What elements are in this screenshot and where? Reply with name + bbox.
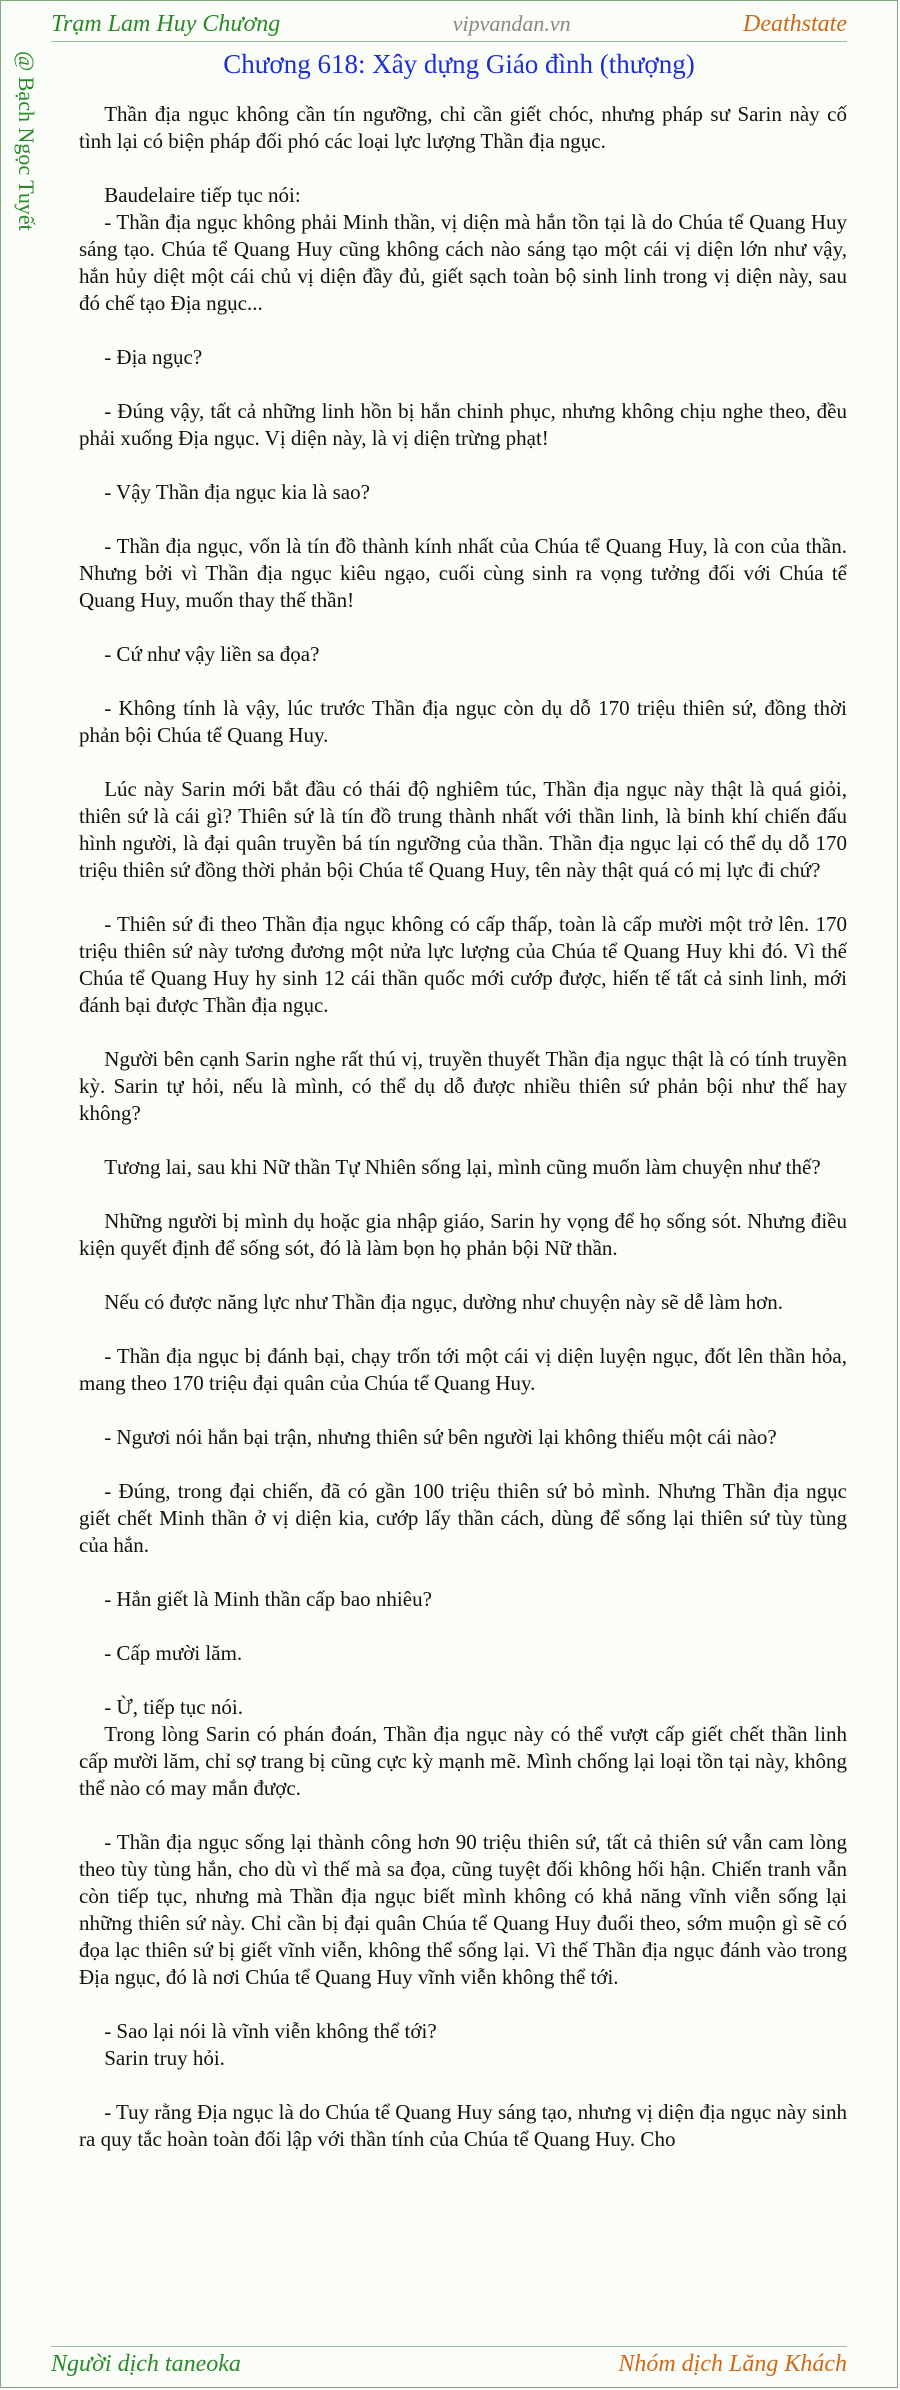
- paragraph: - Tuy rằng Địa ngục là do Chúa tể Quang Huy sáng tạo, nhưng vị diện địa ngục này sinh ra quy tắc hoàn toàn đối lập với thần tính của Chúa tể Quang Huy. Cho: [79, 2100, 847, 2151]
- paragraph: - Ngươi nói hắn bại trận, nhưng thiên sứ bên người lại không thiếu một cái nào?: [104, 1425, 777, 1449]
- paragraph: - Thần địa ngục không phải Minh thần, vị diện mà hắn tồn tại là do Chúa tể Quang Huy sáng tạo. Chúa tể Quang Huy cũng không cách nào sáng tạo một cái vị diện lớn như vậy, hắn hủy diệt một cái chủ vị diện đầy đủ, giết sạch toàn bộ sinh linh trong vị diện này, sau đó chế tạo Địa ngục...: [79, 210, 847, 315]
- paragraph: - Thần địa ngục sống lại thành công hơn 90 triệu thiên sứ, tất cả thiên sứ vẫn cam lòng theo tùy tùng hắn, cho dù vì thế mà sa đọa, cũng tuyệt đối không hối hận. Chiến tranh vẫn còn tiếp tục, nhưng mà Thần địa ngục biết mình không có khả năng vĩnh viễn sống lại những thiên sứ này. Chỉ cần bị đại quân Chúa tể Quang Huy đuổi theo, sớm muộn gì sẽ có đọa lạc thiên sứ bị giết vĩnh viễn, không thể sống lại. Vì thế Thần địa ngục đánh vào trong Địa ngục, đó là nơi Chúa tể Quang Huy vĩnh viễn không thể tới.: [79, 1830, 847, 1989]
- paragraph: - Cứ như vậy liền sa đọa?: [104, 642, 320, 666]
- paragraph: Những người bị mình dụ hoặc gia nhập giáo, Sarin hy vọng để họ sống sót. Nhưng điều kiện quyết định để sống sót, đó là làm bọn họ phản bội Nữ thần.: [79, 1209, 847, 1260]
- footer-translation-group: Nhóm dịch Lăng Khách: [618, 2350, 847, 2377]
- paragraph: - Ừ, tiếp tục nói.: [104, 1695, 243, 1719]
- paragraph: - Hắn giết là Minh thần cấp bao nhiêu?: [104, 1587, 432, 1611]
- paragraph: Lúc này Sarin mới bắt đầu có thái độ nghiêm túc, Thần địa ngục này thật là quá giỏi, thiên sứ là cái gì? Thiên sứ là tín đồ trung thành nhất với thần linh, là binh khí chiến đấu hình người, là đại quân truyền bá tín ngưỡng của thần. Thần địa ngục lại có thể dụ dỗ 170 triệu thiên sứ đồng thời phản bội Chúa tể Quang Huy, tên này thật quá có mị lực đi chứ?: [79, 777, 847, 882]
- footer-translator: Người dịch taneoka: [51, 2350, 241, 2377]
- paragraph: Sarin truy hỏi.: [104, 2046, 225, 2070]
- paragraph: - Đúng vậy, tất cả những linh hồn bị hắn chinh phục, nhưng không chịu nghe theo, đều phải xuống Địa ngục. Vị diện này, là vị diện trừng phạt!: [79, 399, 847, 450]
- header-author: Deathstate: [743, 10, 847, 37]
- paragraph: - Sao lại nói là vĩnh viễn không thể tới?: [104, 2019, 437, 2043]
- paragraph: Tương lai, sau khi Nữ thần Tự Nhiên sống lại, mình cũng muốn làm chuyện như thế?: [104, 1155, 821, 1179]
- header-site-name: vipvandan.vn: [452, 11, 571, 36]
- paragraph: Thần địa ngục không cần tín ngưỡng, chỉ cần giết chóc, nhưng pháp sư Sarin này cố tình lại có biện pháp đối phó các loại lực lượng Thần địa ngục.: [79, 102, 847, 153]
- sidebar-credit: [3, 51, 47, 291]
- paragraph: - Địa ngục?: [104, 345, 203, 369]
- chapter-title: Chương 618: Xây dựng Giáo đình (thượng): [223, 49, 695, 79]
- page-header: [51, 7, 847, 42]
- paragraph: Người bên cạnh Sarin nghe rất thú vị, truyền thuyết Thần địa ngục thật là có tính truyền kỳ. Sarin tự hỏi, nếu là mình, có thể dụ dỗ được nhiều thiên sứ phản bội như thế hay không?: [79, 1047, 847, 1125]
- chapter-body: [79, 101, 847, 2153]
- paragraph: - Cấp mười lăm.: [104, 1641, 243, 1665]
- paragraph: - Vậy Thần địa ngục kia là sao?: [104, 480, 370, 504]
- paragraph: - Thiên sứ đi theo Thần địa ngục không có cấp thấp, toàn là cấp mười một trở lên. 170 triệu thiên sứ này tương đương một nửa lực lượng của Chúa tể Quang Huy khi đó. Vì thế Chúa tể Quang Huy hy sinh 12 cái thần quốc mới cướp được, hiến tế tất cả sinh linh, mới đánh bại được Thần địa ngục.: [79, 912, 847, 1017]
- paragraph: - Thần địa ngục, vốn là tín đồ thành kính nhất của Chúa tể Quang Huy, là con của thần. Nhưng bởi vì Thần địa ngục kiêu ngạo, cuối cùng sinh ra vọng tưởng đối với Chúa tể Quang Huy, muốn thay thế thần!: [79, 534, 847, 612]
- paragraph: - Thần địa ngục bị đánh bại, chạy trốn tới một cái vị diện luyện ngục, đốt lên thần hỏa, mang theo 170 triệu đại quân của Chúa tể Quang Huy.: [79, 1344, 847, 1395]
- paragraph: Trong lòng Sarin có phán đoán, Thần địa ngục này có thể vượt cấp giết chết thần linh cấp mười lăm, chỉ sợ trang bị cũng cực kỳ mạnh mẽ. Mình chống lại loại tồn tại này, không thể nào có may mắn được.: [79, 1722, 847, 1800]
- paragraph: - Không tính là vậy, lúc trước Thần địa ngục còn dụ dỗ 170 triệu thiên sứ, đồng thời phản bội Chúa tể Quang Huy.: [79, 696, 847, 747]
- header-forum-name: Trạm Lam Huy Chương: [51, 10, 281, 37]
- sidebar-credit-text: @ Bạch Ngọc Tuyết: [14, 51, 39, 231]
- paragraph: - Đúng, trong đại chiến, đã có gần 100 triệu thiên sứ bỏ mình. Nhưng Thần địa ngục giết chết Minh thần ở vị diện kia, cướp lấy thần cách, dùng để sống lại thiên sứ tùy tùng của hắn.: [79, 1479, 847, 1557]
- page-footer: [51, 2346, 847, 2381]
- paragraph: Baudelaire tiếp tục nói:: [104, 183, 301, 207]
- paragraph: Nếu có được năng lực như Thần địa ngục, dường như chuyện này sẽ dễ làm hơn.: [104, 1290, 784, 1314]
